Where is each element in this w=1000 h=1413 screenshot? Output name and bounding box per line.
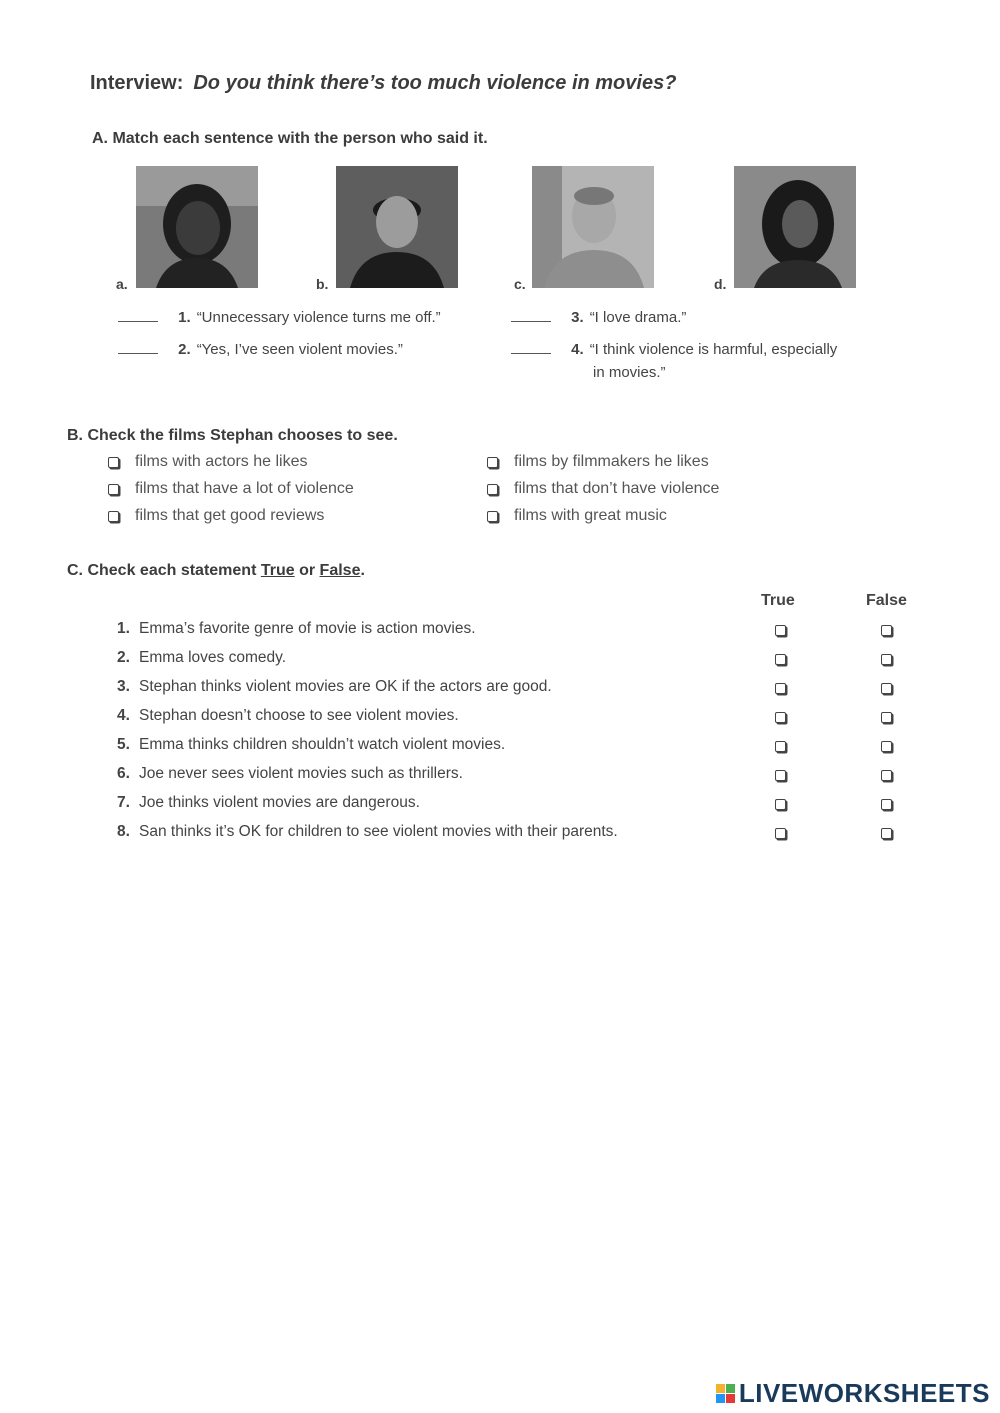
- worksheet-title: [90, 72, 676, 95]
- film-option-4[interactable]: films by filmmakers he likes: [487, 453, 709, 471]
- film-option-1[interactable]: films with actors he likes: [108, 453, 308, 471]
- statement-row-4: 4. Stephan doesn’t choose to see violent movies.: [117, 707, 459, 724]
- photo-label-c: c.: [514, 276, 526, 292]
- true-checkbox-2[interactable]: [775, 654, 786, 665]
- checkbox-icon[interactable]: [108, 511, 119, 522]
- photo-label-a: a.: [116, 276, 128, 292]
- answer-blank-1[interactable]: [118, 321, 158, 322]
- person-photo-c: [532, 166, 654, 288]
- true-checkbox-3[interactable]: [775, 683, 786, 694]
- true-checkbox-5[interactable]: [775, 741, 786, 752]
- answer-blank-4[interactable]: [511, 353, 551, 354]
- statement-row-2: 2. Emma loves comedy.: [117, 649, 287, 666]
- film-option-3[interactable]: films that get good reviews: [108, 507, 324, 525]
- false-checkbox-5[interactable]: [881, 741, 892, 752]
- false-checkbox-7[interactable]: [881, 799, 892, 810]
- statement-row-3: 3. Stephan thinks violent movies are OK if the actors are good.: [117, 678, 552, 695]
- column-header-false: False: [866, 592, 907, 609]
- liveworksheets-logo: [716, 1378, 990, 1409]
- person-photo-d: [734, 166, 856, 288]
- checkbox-icon[interactable]: [108, 457, 119, 468]
- checkbox-icon[interactable]: [108, 484, 119, 495]
- section-b-heading: B. Check the films Stephan chooses to see.: [67, 427, 398, 444]
- photo-label-b: b.: [316, 276, 329, 292]
- match-item-3: 3. “I love drama.”: [511, 309, 686, 326]
- section-c-heading: C. Check each statement True or False.: [67, 562, 365, 579]
- section-a-heading: A. Match each sentence with the person who said it.: [92, 130, 488, 147]
- match-item-4: 4. “I think violence is harmful, especially: [511, 341, 837, 358]
- false-checkbox-2[interactable]: [881, 654, 892, 665]
- logo-grid-icon: [716, 1384, 735, 1403]
- true-checkbox-1[interactable]: [775, 625, 786, 636]
- match-item-2: 2. “Yes, I’ve seen violent movies.”: [118, 341, 403, 358]
- film-option-6[interactable]: films with great music: [487, 507, 667, 525]
- false-checkbox-3[interactable]: [881, 683, 892, 694]
- answer-blank-3[interactable]: [511, 321, 551, 322]
- statement-row-7: 7. Joe thinks violent movies are dangerous.: [117, 794, 420, 811]
- match-item-4-continued: in movies.”: [593, 364, 666, 381]
- photo-label-d: d.: [714, 276, 727, 292]
- statement-row-5: 5. Emma thinks children shouldn’t watch violent movies.: [117, 736, 506, 753]
- logo-text: LIVEWORKSHEETS: [738, 1378, 990, 1408]
- match-item-1: 1. “Unnecessary violence turns me off.”: [118, 309, 441, 326]
- statement-row-6: 6. Joe never sees violent movies such as thrillers.: [117, 765, 463, 782]
- true-checkbox-6[interactable]: [775, 770, 786, 781]
- true-checkbox-8[interactable]: [775, 828, 786, 839]
- title-lead: Interview:: [90, 72, 184, 94]
- checkbox-icon[interactable]: [487, 484, 498, 495]
- person-photo-a: [136, 166, 258, 288]
- false-checkbox-1[interactable]: [881, 625, 892, 636]
- checkbox-icon[interactable]: [487, 511, 498, 522]
- checkbox-icon[interactable]: [487, 457, 498, 468]
- statement-row-1: 1. Emma’s favorite genre of movie is action movies.: [117, 620, 476, 637]
- false-checkbox-6[interactable]: [881, 770, 892, 781]
- true-checkbox-7[interactable]: [775, 799, 786, 810]
- person-photo-b: [336, 166, 458, 288]
- film-option-5[interactable]: films that don’t have violence: [487, 480, 719, 498]
- answer-blank-2[interactable]: [118, 353, 158, 354]
- false-checkbox-8[interactable]: [881, 828, 892, 839]
- statement-row-8: 8. San thinks it’s OK for children to see violent movies with their parents.: [117, 823, 618, 840]
- title-question: Do you think there’s too much violence in movies?: [193, 72, 677, 94]
- true-checkbox-4[interactable]: [775, 712, 786, 723]
- column-header-true: True: [761, 592, 795, 609]
- film-option-2[interactable]: films that have a lot of violence: [108, 480, 354, 498]
- false-checkbox-4[interactable]: [881, 712, 892, 723]
